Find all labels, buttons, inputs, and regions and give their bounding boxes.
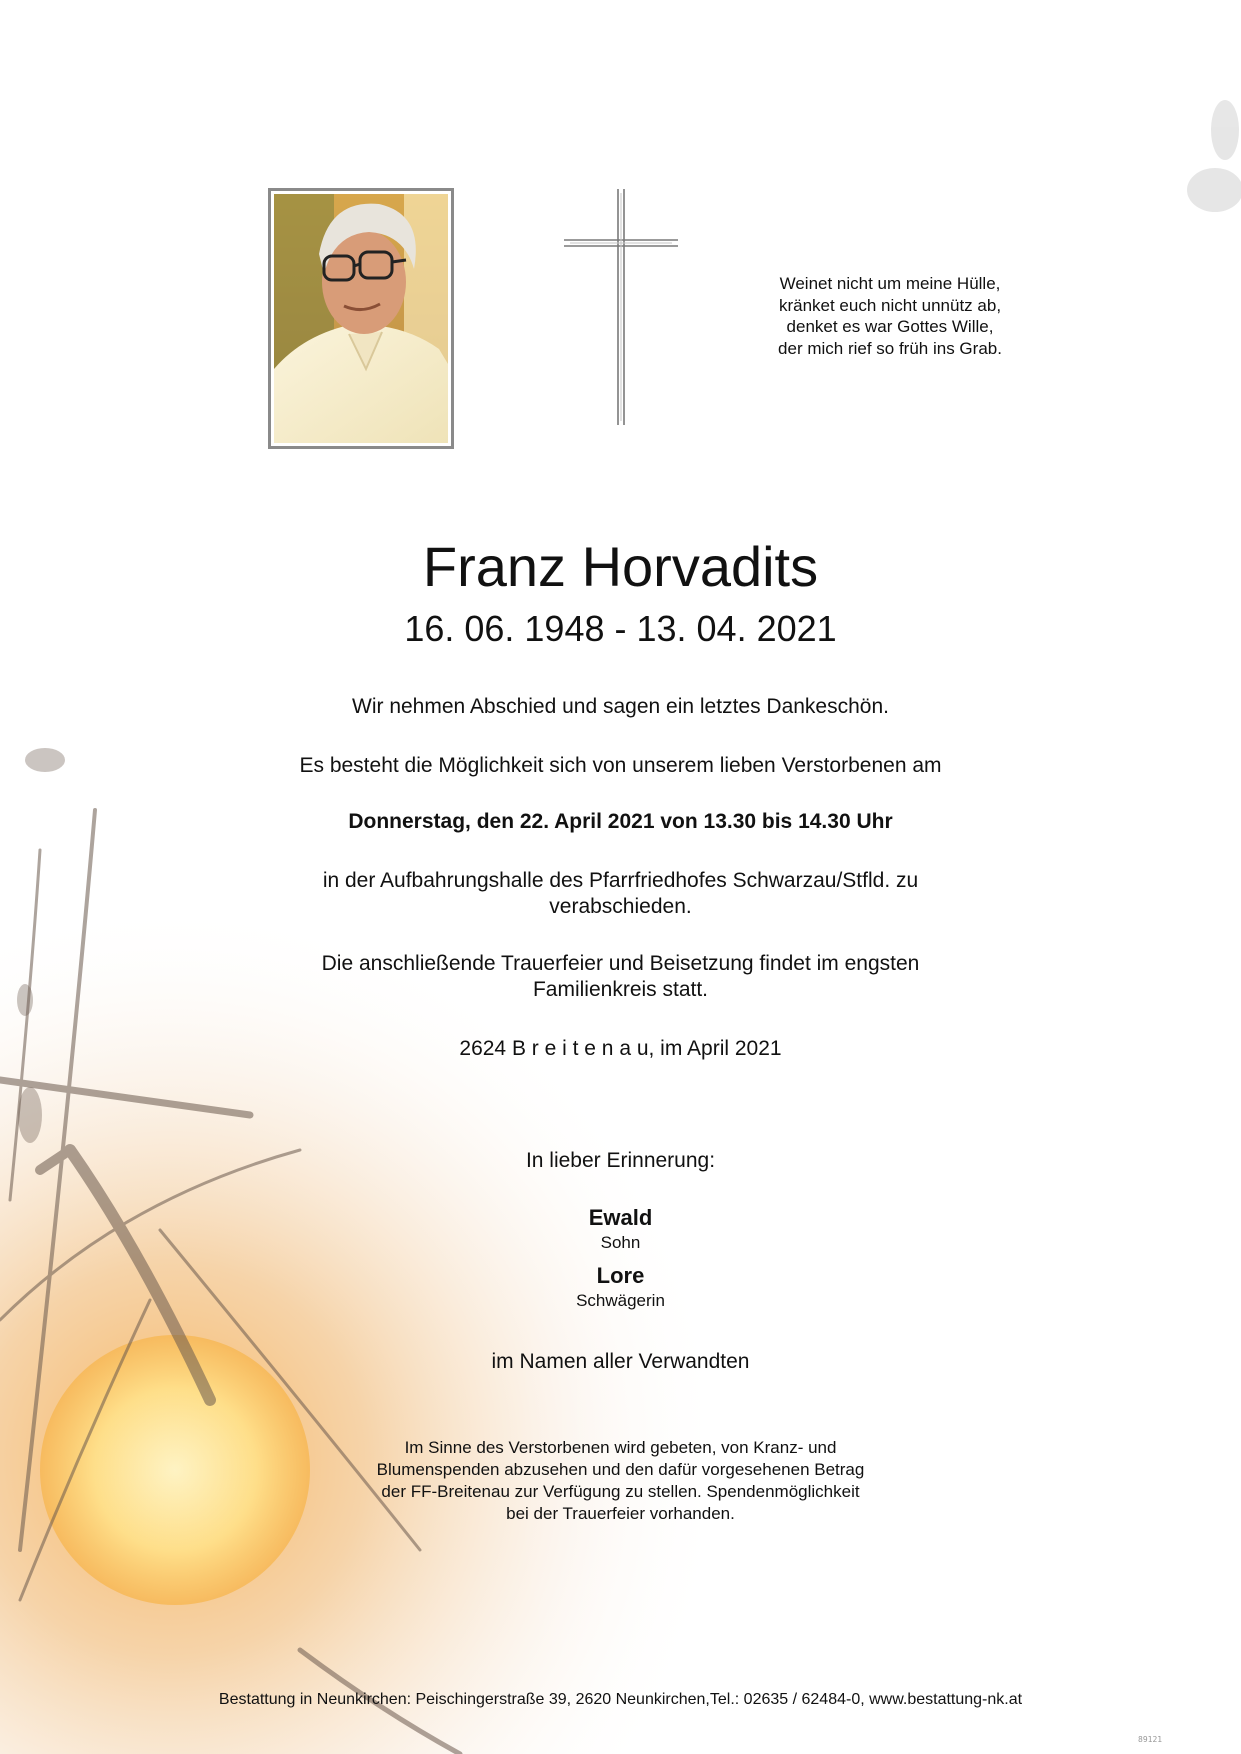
ceremony-info-line: Die anschließende Trauerfeier und Beisetzung findet im engsten <box>321 952 920 975</box>
donation-note-line: Blumenspenden abzusehen und den dafür vorgesehenen Betrag <box>376 1460 865 1479</box>
remembrance-intro: In lieber Erinnerung: <box>525 1149 716 1172</box>
verse-line: kränket euch nicht unnütz ab, <box>778 295 1002 315</box>
viewing-location-line: verabschieden. <box>549 895 692 918</box>
mourner-relation: Schwägerin <box>576 1291 665 1310</box>
ceremony-info-line: Familienkreis statt. <box>532 978 709 1001</box>
cross-icon <box>562 187 680 427</box>
viewing-location-line: in der Aufbahrungshalle des Pfarrfriedhofes Schwarzau/Stfld. zu <box>322 869 919 892</box>
viewing-possibility-text: Es besteht die Möglichkeit sich von unserem lieben Verstorbenen am <box>299 754 942 777</box>
place-and-date: 2624 B r e i t e n a u, im April 2021 <box>459 1037 782 1060</box>
deceased-name: Franz Horvadits <box>422 535 819 598</box>
mourner-name: Ewald <box>588 1205 653 1230</box>
imprint-code: 89121 <box>1138 1735 1163 1744</box>
life-dates: 16. 06. 1948 - 13. 04. 2021 <box>404 608 837 649</box>
farewell-text: Wir nehmen Abschied und sagen ein letztes Dankeschön. <box>352 695 889 718</box>
funeral-home-footer: Bestattung in Neunkirchen: Peischingerstraße 39, 2620 Neunkirchen,Tel.: 02635 / 62484-0, www.bestattung-nk.at <box>218 1691 1023 1708</box>
verse-line: denket es war Gottes Wille, <box>786 317 994 336</box>
verse-line: Weinet nicht um meine Hülle, <box>779 274 1001 293</box>
mourner-relation: Sohn <box>600 1233 641 1252</box>
viewing-datetime: Donnerstag, den 22. April 2021 von 13.30 bis 14.30 Uhr <box>348 810 893 833</box>
mourner-name: Lore <box>596 1263 645 1288</box>
portrait-photo <box>274 194 448 443</box>
donation-note-line: bei der Trauerfeier vorhanden. <box>506 1504 735 1523</box>
donation-note-line: Im Sinne des Verstorbenen wird gebeten, von Kranz- und <box>404 1438 837 1457</box>
on-behalf-of-relatives: im Namen aller Verwandten <box>491 1350 750 1373</box>
donation-note-line: der FF-Breitenau zur Verfügung zu stellen. Spendenmöglichkeit <box>381 1482 860 1501</box>
memorial-verse <box>740 273 1040 359</box>
verse-line: der mich rief so früh ins Grab. <box>778 338 1002 358</box>
portrait-frame <box>268 188 454 449</box>
